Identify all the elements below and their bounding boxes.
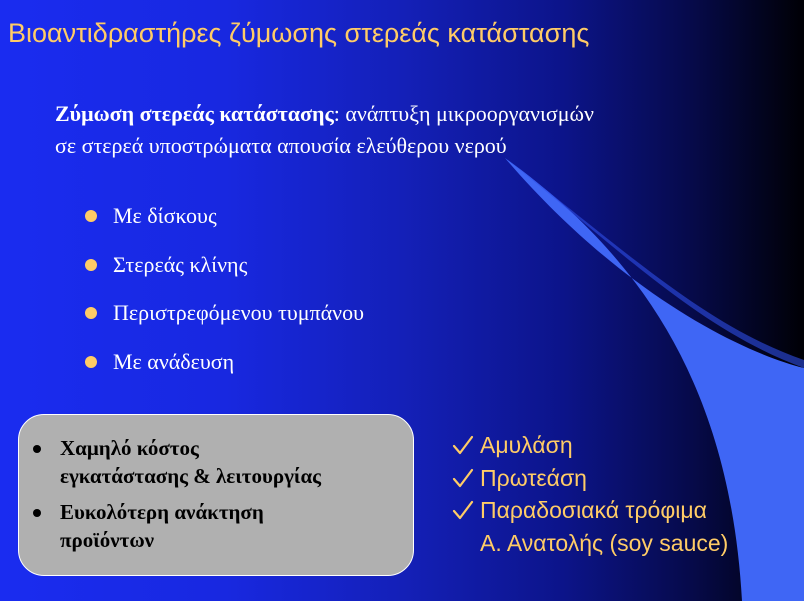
bullet-dot-icon bbox=[85, 307, 97, 319]
list-item-label: Με ανάδευση bbox=[113, 349, 235, 375]
definition-line2: σε στερεά υποστρώματα απουσία ελεύθερου νερού bbox=[55, 133, 507, 158]
list-item bbox=[85, 198, 364, 247]
list-item bbox=[30, 498, 321, 554]
list-item-label: Στερεάς κλίνης bbox=[113, 251, 248, 277]
checkmark-icon bbox=[452, 494, 474, 526]
list-item bbox=[452, 429, 728, 462]
black-bullet-icon bbox=[33, 445, 41, 453]
list-item bbox=[452, 527, 728, 560]
list-item bbox=[30, 434, 321, 490]
advantage-line: Ευκολότερη ανάκτηση bbox=[60, 500, 264, 524]
definition-term: Ζύμωση στερεάς κατάστασης bbox=[55, 101, 334, 126]
bullet-dot-icon bbox=[85, 356, 97, 368]
list-item bbox=[452, 494, 728, 527]
list-item bbox=[85, 344, 364, 393]
list-item-label: Α. Ανατολής (soy sauce) bbox=[480, 529, 729, 556]
advantages-list bbox=[30, 434, 321, 562]
black-bullet-icon bbox=[33, 509, 41, 517]
checkmark-icon bbox=[452, 429, 474, 461]
definition-rest: : ανάπτυξη μικροοργανισμών bbox=[333, 101, 594, 126]
list-item bbox=[452, 462, 728, 495]
list-item bbox=[85, 247, 364, 296]
bullet-dot-icon bbox=[85, 210, 97, 222]
checkmark-icon bbox=[452, 462, 474, 494]
advantage-line: προϊόντων bbox=[60, 528, 155, 552]
bullet-dot-icon bbox=[85, 259, 97, 271]
list-item-label: Αμυλάση bbox=[480, 432, 573, 458]
products-list bbox=[452, 429, 728, 559]
list-item-label: Παραδοσιακά τρόφιμα bbox=[480, 497, 707, 523]
bioreactor-types-list bbox=[85, 198, 364, 393]
slide-title: Βιοαντιδραστήρες ζύμωσης στερεάς κατάστασης bbox=[8, 18, 590, 48]
advantage-line: εγκατάστασης & λειτουργίας bbox=[60, 464, 322, 488]
advantage-line: Χαμηλό κόστος bbox=[60, 436, 199, 460]
list-item-label: Πρωτεάση bbox=[480, 464, 587, 491]
list-item bbox=[85, 295, 364, 344]
definition-text bbox=[55, 98, 755, 162]
list-item-label: Με δίσκους bbox=[113, 203, 217, 228]
list-item-label: Περιστρεφόμενου τυμπάνου bbox=[113, 300, 365, 326]
